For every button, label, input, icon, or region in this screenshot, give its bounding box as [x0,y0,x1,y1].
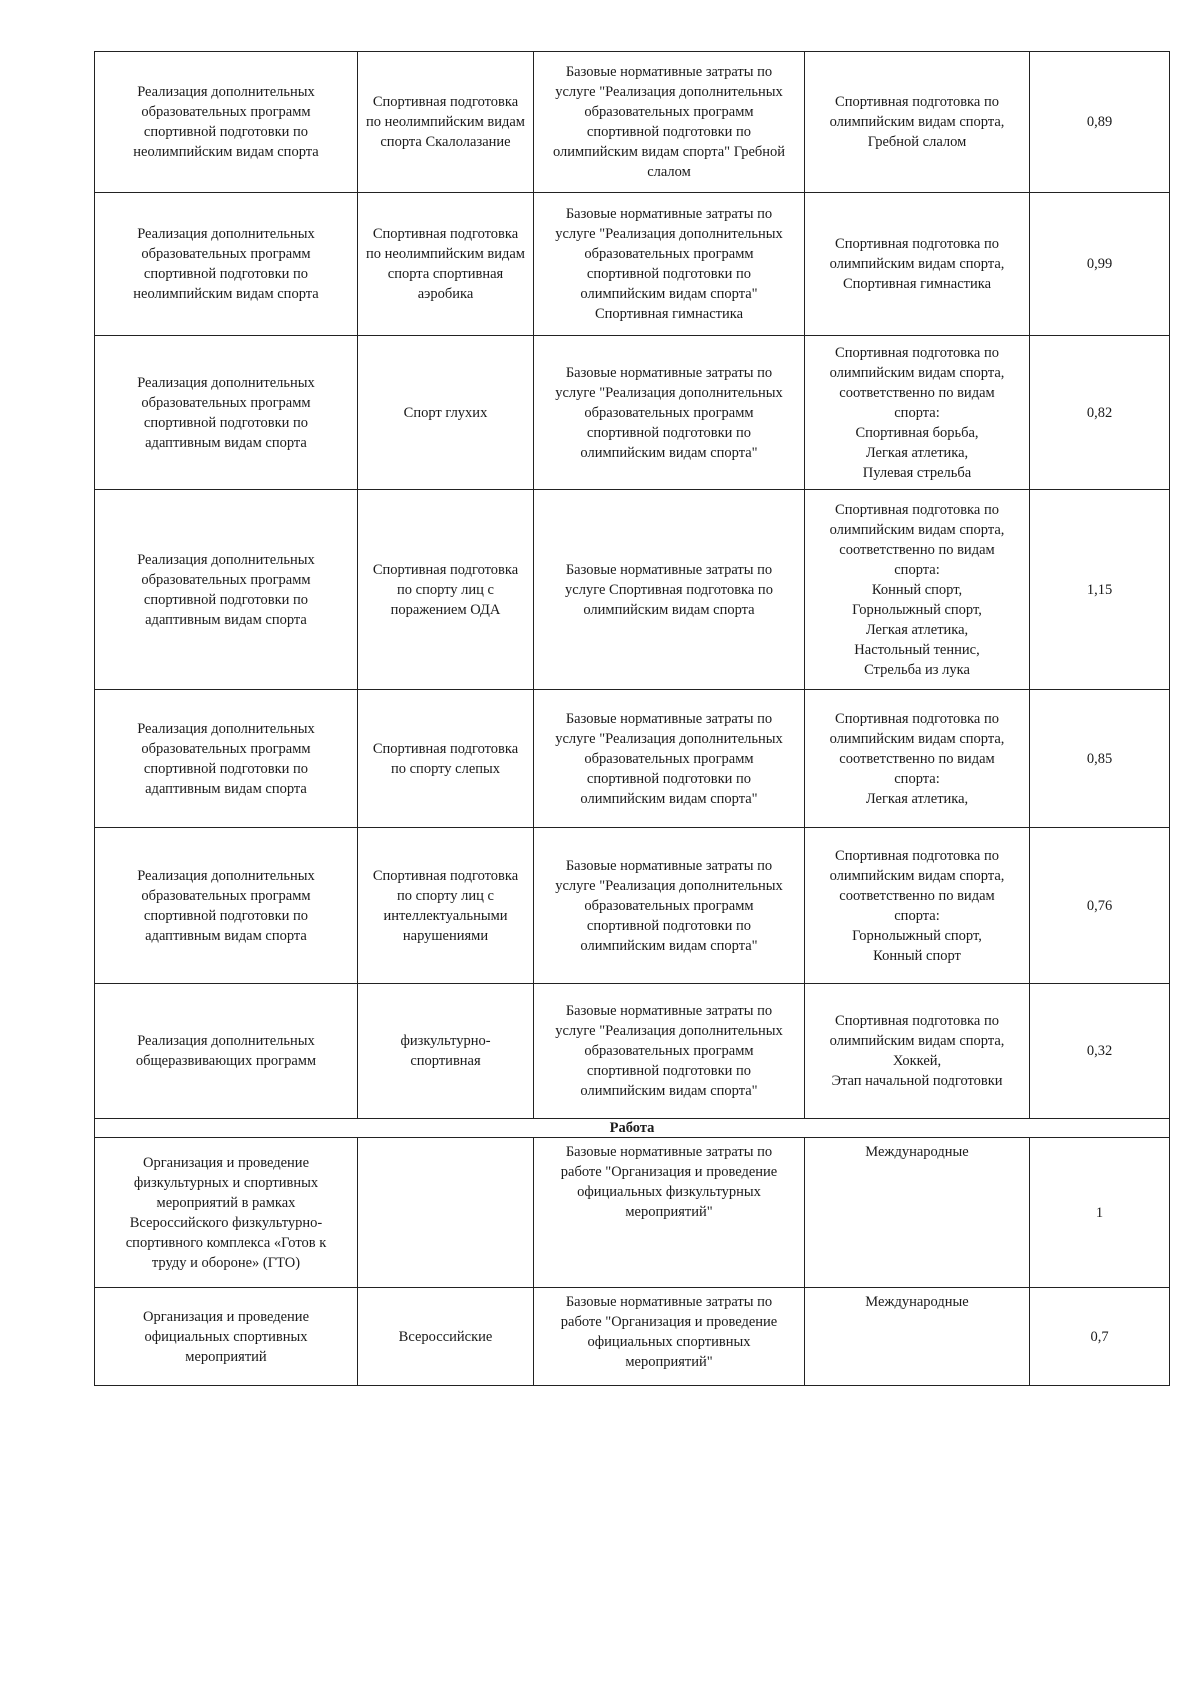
base-service-cell: Спортивная подготовка по олимпийским видам спорта, соответственно по видам спорта: Легкая атлетика, [805,690,1030,828]
coefficient-cell: 0,99 [1030,193,1170,336]
base-costs-cell: Базовые нормативные затраты по услуге "Реализация дополнительных образовательных программ спортивной подготовки по олимпийским видам спорта" [534,828,805,984]
coefficient-cell: 1,15 [1030,490,1170,690]
service-name-cell: Реализация дополнительных образовательных программ спортивной подготовки по адаптивным видам спорта [95,336,358,490]
base-service-cell: Спортивная подготовка по олимпийским видам спорта, Гребной слалом [805,52,1030,193]
base-costs-cell: Базовые нормативные затраты по услуге "Реализация дополнительных образовательных программ спортивной подготовки по олимпийским видам спорта" Гребной слалом [534,52,805,193]
base-costs-cell: Базовые нормативные затраты по работе "Организация и проведение официальных спортивных мероприятий" [534,1288,805,1386]
coefficient-cell: 0,76 [1030,828,1170,984]
service-name-cell: Организация и проведение официальных спортивных мероприятий [95,1288,358,1386]
service-type-cell: Спортивная подготовка по спорту слепых [358,690,534,828]
coefficient-cell: 0,32 [1030,984,1170,1119]
service-name-cell: Реализация дополнительных образовательных программ спортивной подготовки по неолимпийским видам спорта [95,52,358,193]
base-costs-cell: Базовые нормативные затраты по услуге "Реализация дополнительных образовательных программ спортивной подготовки по олимпийским видам спорта" [534,984,805,1119]
service-name-cell: Реализация дополнительных образовательных программ спортивной подготовки по адаптивным видам спорта [95,690,358,828]
service-type-cell [358,1138,534,1288]
table-row [95,52,1170,193]
base-costs-cell: Базовые нормативные затраты по услуге "Реализация дополнительных образовательных программ спортивной подготовки по олимпийским видам спорта" [534,336,805,490]
base-costs-cell: Базовые нормативные затраты по услуге "Реализация дополнительных образовательных программ спортивной подготовки по олимпийским видам спорта" Спортивная гимнастика [534,193,805,336]
base-service-cell: Спортивная подготовка по олимпийским видам спорта, соответственно по видам спорта: Спортивная борьба, Легкая атлетика, Пулевая стрельба [805,336,1030,490]
service-type-cell: физкультурно- спортивная [358,984,534,1119]
service-name-cell: Реализация дополнительных образовательных программ спортивной подготовки по неолимпийским видам спорта [95,193,358,336]
coefficient-cell: 0,7 [1030,1288,1170,1386]
base-service-cell: Международные [805,1288,1030,1386]
section-title: Работа [95,1119,1170,1138]
table-row [95,490,1170,690]
table-row [95,690,1170,828]
base-costs-cell: Базовые нормативные затраты по услуге "Реализация дополнительных образовательных программ спортивной подготовки по олимпийским видам спорта" [534,690,805,828]
cost-coefficients-table [94,51,1170,1386]
service-name-cell: Реализация дополнительных образовательных программ спортивной подготовки по адаптивным видам спорта [95,828,358,984]
section-header-row [95,1119,1170,1138]
base-service-cell: Международные [805,1138,1030,1288]
base-service-cell: Спортивная подготовка по олимпийским видам спорта, Хоккей, Этап начальной подготовки [805,984,1030,1119]
service-type-cell: Спорт глухих [358,336,534,490]
service-name-cell: Реализация дополнительных образовательных программ спортивной подготовки по адаптивным видам спорта [95,490,358,690]
service-type-cell: Спортивная подготовка по спорту лиц с интеллектуальными нарушениями [358,828,534,984]
table-row [95,193,1170,336]
coefficient-cell: 0,85 [1030,690,1170,828]
base-service-cell: Спортивная подготовка по олимпийским видам спорта, Спортивная гимнастика [805,193,1030,336]
base-costs-cell: Базовые нормативные затраты по услуге Спортивная подготовка по олимпийским видам спорта [534,490,805,690]
base-service-cell: Спортивная подготовка по олимпийским видам спорта, соответственно по видам спорта: Конный спорт, Горнолыжный спорт, Легкая атлетика, Настольный теннис, Стрельба из лука [805,490,1030,690]
base-costs-cell: Базовые нормативные затраты по работе "Организация и проведение официальных физкультурных мероприятий" [534,1138,805,1288]
service-type-cell: Всероссийские [358,1288,534,1386]
coefficient-cell: 0,82 [1030,336,1170,490]
service-name-cell: Организация и проведение физкультурных и спортивных мероприятий в рамках Всероссийского физкультурно- спортивного комплекса «Готов к труду и обороне» (ГТО) [95,1138,358,1288]
service-name-cell: Реализация дополнительных общеразвивающих программ [95,984,358,1119]
service-type-cell: Спортивная подготовка по неолимпийским видам спорта Скалолазание [358,52,534,193]
coefficient-cell: 1 [1030,1138,1170,1288]
coefficient-cell: 0,89 [1030,52,1170,193]
base-service-cell: Спортивная подготовка по олимпийским видам спорта, соответственно по видам спорта: Горнолыжный спорт, Конный спорт [805,828,1030,984]
table-row [95,828,1170,984]
table-row [95,336,1170,490]
service-type-cell: Спортивная подготовка по спорту лиц с поражением ОДА [358,490,534,690]
table-row [95,1288,1170,1386]
table-row [95,1138,1170,1288]
table-row [95,984,1170,1119]
service-type-cell: Спортивная подготовка по неолимпийским видам спорта спортивная аэробика [358,193,534,336]
